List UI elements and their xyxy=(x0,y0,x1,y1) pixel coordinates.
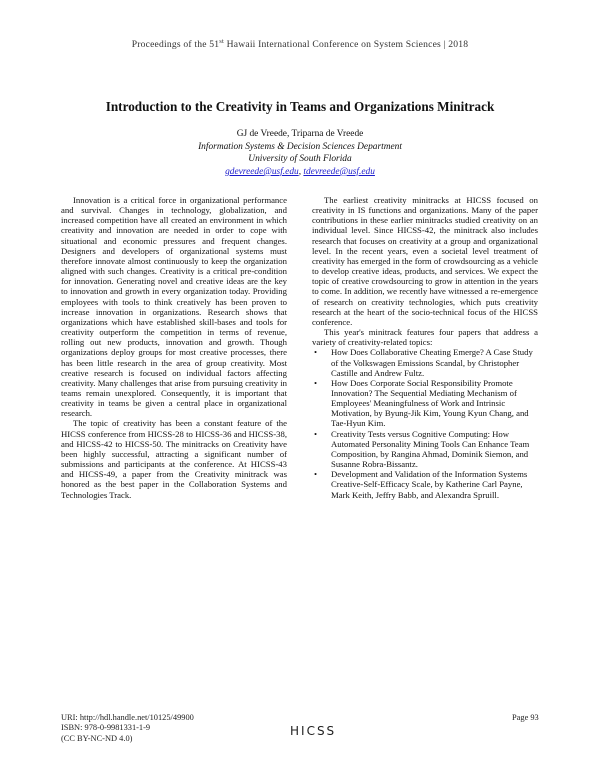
list-item xyxy=(312,469,538,499)
page-number: Page 93 xyxy=(512,713,539,722)
author-university: University of South Florida xyxy=(248,154,352,165)
left-column xyxy=(61,195,287,500)
author-block xyxy=(0,128,600,178)
list-item-text: Creativity Tests versus Cognitive Computing: How Automated Personality Mining Tools Can Enhance Team Composition, by Rangina Ahmad, Dominik Siemon, and Susanne Robra-Bissantz. xyxy=(331,428,530,470)
author-department: Information Systems & Decision Sciences Department xyxy=(198,141,402,152)
list-item-text: How Does Collaborative Cheating Emerge? A Case Study of the Volkswagen Emissions Scandal, by Christopher Castille and Andrew Fultz. xyxy=(331,347,533,378)
footer-license: (CC BY-NC-ND 4.0) xyxy=(61,733,133,743)
list-item-text: How Does Corporate Social Responsibility Promote Innovation? The Sequential Mediating Mechanism of Employees' Meaningfulness of Work and Intrinsic Motivation, by Byung-Jik Kim, Young Kyun Chang, and Tae-Hyun Kim. xyxy=(331,377,529,429)
bullet-icon: • xyxy=(314,377,318,388)
author-names: GJ de Vreede, Triparna de Vreede xyxy=(236,129,364,139)
list-item xyxy=(312,378,538,429)
paragraph: Innovation is a critical force in organizational performance and survival. Changes in technology, globalization, and increased competition have all created an environment in which creativity and innovation are needed in order to cope with situational and economic pressures and frequent changes. Designers and developers of organizational systems must therefore innovate almost continuously to keep the organization aligned with such changes. Creativity is a critical pre-condition for innovation. Generating novel and creative ideas are the key to innovation and growth in every organization today. Providing employees with tools to think creatively has been proven to increase innovation in organizations. Research shows that organizations which have established skill-bases and tools for creativity outperform the competition in terms of revenue, rolling out new products, innovation and growth. Though organizations deploy groups for most creative processes, there has been little research in the area of group creativity. Most creative research is focused on individual factors affecting creativity. Many challenges that arise from pursuing creativity in teams remain unexplored. Consequently, it is important that creativity in teams be given a central place in organizational research. xyxy=(61,195,287,419)
email-separator: , xyxy=(298,166,304,177)
email-link-2[interactable]: tdevreede@usf.edu xyxy=(303,166,375,177)
proceedings-header xyxy=(0,38,600,50)
email-link-1[interactable]: gdevreede@usf.edu xyxy=(225,166,299,177)
bullet-icon: • xyxy=(314,347,318,358)
paragraph: This year's minitrack features four papers that address a variety of creativity-related topics: xyxy=(312,327,538,348)
list-item-text: Development and Validation of the Information Systems Creative-Self-Efficacy Scale, by Katherine Carl Payne, Mark Keith, Jeffry Babb, and Alexandra Spruill. xyxy=(331,469,528,500)
paragraph: The earliest creativity minitracks at HICSS focused on creativity in IS functions and organizations. Many of the paper contributions in these earlier minitracks studied creativity on an individual level. Since HICSS-42, the minitrack also includes research that focuses on creativity at a group and organizational level. In the recent years, even a societal level treatment of creativity has emerged in the form of crowdsourcing as a vehicle to develop creative ideas, products, and services. We expect the topic of creative crowdsourcing to grow in attention in the years to come. In addition, we recently have witnessed a re-emergence of research on creativity technologies, which puts creativity research at the heart of the socio-technical focus of the HICSS conference. xyxy=(312,195,538,327)
bullet-icon: • xyxy=(314,428,318,439)
paper-list xyxy=(312,347,538,499)
hicss-logo: HICSS xyxy=(290,724,337,738)
header-superscript: st xyxy=(219,38,225,45)
footer-uri: URI: http://hdl.handle.net/10125/49900 xyxy=(61,713,194,722)
header-prefix: Proceedings of the 51 xyxy=(131,39,220,51)
footer-info xyxy=(61,713,194,744)
paragraph: The topic of creativity has been a constant feature of the HICSS conference from HICSS-28 to HICSS-36 and HICSS-38, and HICSS-42 to HICSS-50. The minitracks on Creativity have been highly successful, attracting a significant number of submissions and participants at the conference. At HICSS-43 and HICSS-49, a paper from the Creativity minitrack was honored as the best paper in the Collaboration Systems and Technologies Track. xyxy=(61,418,287,500)
author-emails xyxy=(0,166,600,179)
right-column xyxy=(312,195,538,500)
bullet-icon: • xyxy=(314,469,318,480)
header-suffix: Hawaii International Conference on System Sciences | 2018 xyxy=(224,39,469,51)
footer-isbn: ISBN: 978-0-9981331-1-9 xyxy=(61,723,151,733)
list-item xyxy=(312,429,538,470)
paper-title: Introduction to the Creativity in Teams and Organizations Minitrack xyxy=(105,99,495,114)
list-item xyxy=(312,347,538,377)
